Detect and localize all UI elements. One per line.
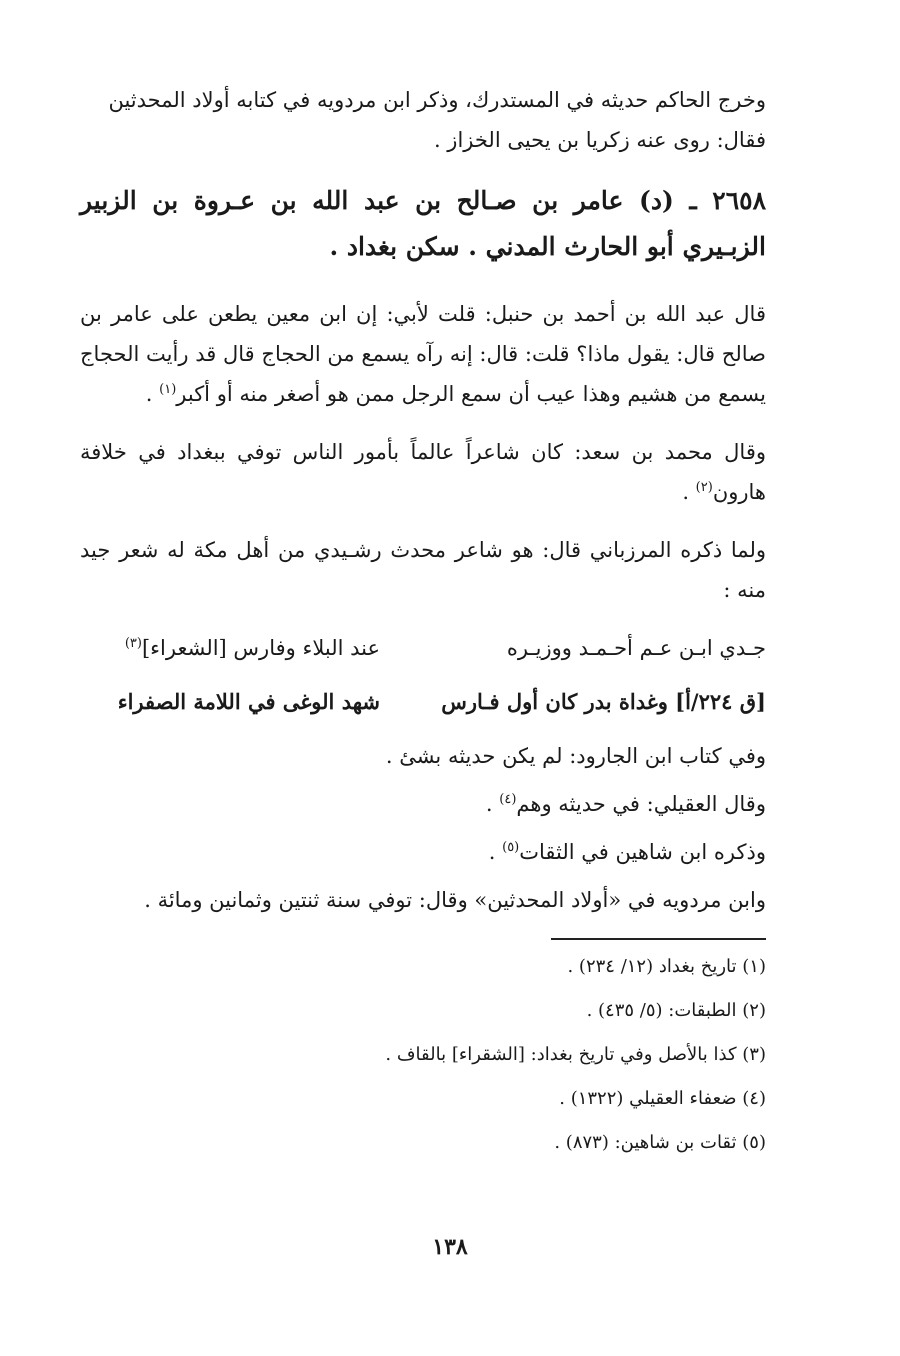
footnote-3: (٣) كذا بالأصل وفي تاريخ بغداد: [الشقراء] بالقاف . [385, 1044, 766, 1065]
footnote-5: (٥) ثقات بن شاهين: (٨٧٣) . [554, 1132, 766, 1153]
intro-line-2: فقال: روى عنه زكريا بن يحيى الخزاز . [433, 128, 766, 152]
footnote-ref: (٥) [502, 840, 520, 855]
verse-second-hemistich [80, 628, 380, 668]
paragraph-marzubani: ولما ذكره المرزباني قال: هو شاعر محدث رشـيدي من أهل مكة له شعر جيد منه : [80, 538, 766, 602]
footnote-ref: (٢) [695, 480, 713, 495]
page-content [80, 80, 766, 1174]
line-ibn-shahin [80, 832, 766, 872]
poem-verse-2 [80, 682, 766, 722]
footnote-2: (٢) الطبقات: (٥/ ٤٣٥) . [586, 1000, 766, 1021]
verse-text: عند البلاء وفارس [الشعراء] [141, 636, 380, 660]
verse-first-hemistich: [ق ٢٢٤/أ] وغداة بدر كان أول فـارس [441, 689, 766, 714]
paragraph-ibn-saad [80, 432, 766, 512]
line-ibn-jarud: وفي كتاب ابن الجارود: لم يكن حديثه بشئ . [385, 744, 766, 768]
poem-verse-1 [80, 628, 766, 668]
paragraph-ibn-hanbal [80, 294, 766, 414]
footnote-ref: (٣) [124, 636, 142, 651]
period: . [145, 382, 160, 406]
paragraph-text: وقال محمد بن سعد: كان شاعراً عالماً بأمور الناس توفي ببغداد في خلافة هارون [80, 440, 766, 504]
line-text: وقال العقيلي: في حديثه وهم [516, 792, 766, 816]
intro-line-1: وخرج الحاكم حديثه في المستدرك، وذكر ابن مردويه في كتابه أولاد المحدثين [108, 88, 766, 112]
paragraph-text: قال عبد الله بن أحمد بن حنبل: قلت لأبي: إن ابن معين يطعن على عامر بن صالح قال: يقول ماذا؟ قلت: قال: إنه رآه يسمع من الحجاج قال قد رأيت الحجاج يسمع من هشيم وهذا عيب أن سمع الرجل ممن هو أصغر منه أو أكبر [80, 302, 766, 406]
entry-heading: ٢٦٥٨ ـ (د) عامر بن صـالح بن عبد الله بن عـروة بن الزبير الزبـيري أبو الحارث المدني . سكن بغداد . [80, 186, 766, 261]
verse-first-hemistich: جـدي ابـن عـم أحـمـد ووزيـره [506, 636, 766, 660]
period: . [488, 840, 503, 864]
line-text: وذكره ابن شاهين في الثقات [519, 840, 766, 864]
intro-paragraph [80, 80, 766, 160]
line-ibn-marduyah: وابن مردويه في «أولاد المحدثين» وقال: توفي سنة ثنتين وثمانين ومائة . [144, 888, 766, 912]
line-uqayli [80, 784, 766, 824]
footnote-ref: (١) [159, 382, 177, 397]
footnote-ref: (٤) [499, 792, 517, 807]
footnote-1: (١) تاريخ بغداد (١٢/ ٢٣٤) . [567, 956, 766, 977]
page-number: ١٣٨ [432, 1234, 468, 1260]
verse-second-hemistich: شهد الوغى في اللامة الصفراء [117, 689, 380, 714]
period: . [485, 792, 500, 816]
footnote-4: (٤) ضعفاء العقيلي (١٣٢٢) . [559, 1088, 766, 1109]
footnote-separator [551, 938, 766, 940]
period: . [682, 480, 696, 504]
